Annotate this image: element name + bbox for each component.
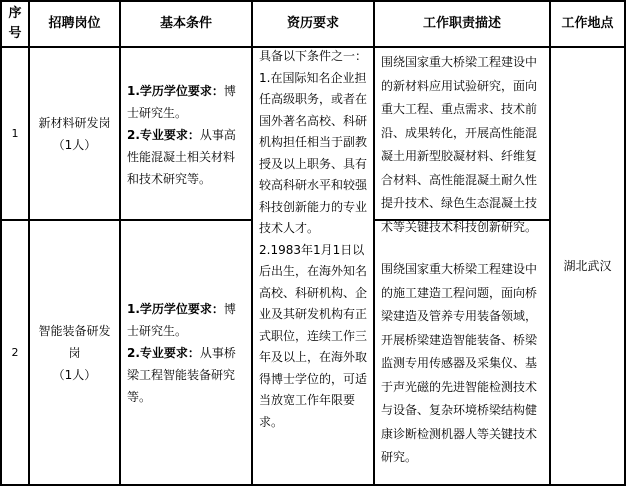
header-seq: 序号: [8, 6, 22, 41]
row-1-seq: 1: [11, 126, 19, 140]
row-2-position: [30, 221, 119, 484]
position-name: 新材料研发岗: [38, 115, 111, 130]
row-1-position: [30, 48, 119, 219]
experience-item-1: 1.在国际知名企业担任高级职务，或者在国外著名高校、科研机构担任相当于副教授及以上职务、具有较高科研水平和较强科技创新能力的专业技术人才。: [259, 70, 368, 235]
position-count: （1人）: [52, 137, 97, 152]
position-name: 智能装备研发岗: [38, 323, 111, 360]
row-2-basic: [121, 298, 251, 408]
experience-intro: 具备以下条件之一：: [259, 49, 368, 63]
major-value: 从事高性能混凝土相关材料和技术研究等。: [127, 128, 236, 186]
degree-value: 博士研究生。: [127, 84, 236, 120]
row-2-seq: 2: [11, 345, 19, 359]
degree-label: 1.学历学位要求：: [127, 302, 224, 316]
header-basic: 基本条件: [159, 16, 212, 31]
major-value: 从事桥梁工程智能装备研究等。: [127, 346, 236, 404]
experience-requirements: [253, 46, 373, 433]
row-2-duties: 围绕国家重大桥梁工程建设中的施工建造工程问题，面向桥梁建造及管养专用装备领域，开展桥梁建造智能装备、桥梁监测专用传感器及采集仪、基于声光磁的先进智能检测技术与设备、复杂环境桥梁结构健康诊断检测机器人等关键技术研究。: [381, 262, 538, 464]
col-divider-2: [119, 0, 121, 486]
major-label: 2.专业要求：: [127, 128, 200, 142]
work-location: 湖北武汉: [563, 259, 612, 273]
major-label: 2.专业要求：: [127, 346, 200, 360]
degree-label: 1.学历学位要求：: [127, 84, 224, 98]
row-1-duties: 围绕国家重大桥梁工程建设中的新材料应用试验研究，面向重大工程、重点需求、技术前沿、成果转化，开展高性能混凝土用新型胶凝材料、纤维复合材料、高性能混凝土耐久性提升技术、绿色生态混凝土技术等关键技术科技创新研究。: [381, 55, 538, 234]
header-duties: 工作职责描述: [422, 16, 501, 31]
header-location: 工作地点: [561, 16, 614, 31]
header-experience: 资历要求: [286, 16, 339, 31]
row-1-basic: [121, 80, 251, 190]
experience-item-2: 2.1983年1月1日以后出生，在海外知名高校、科研机构、企业及其研发机构有正式职位，连续工作三年及以上，在海外取得博士学位的，可适当放宽工作年限要求。: [259, 242, 368, 429]
header-position: 招聘岗位: [48, 16, 101, 31]
position-count: （1人）: [52, 367, 97, 382]
degree-value: 博士研究生。: [127, 302, 236, 338]
